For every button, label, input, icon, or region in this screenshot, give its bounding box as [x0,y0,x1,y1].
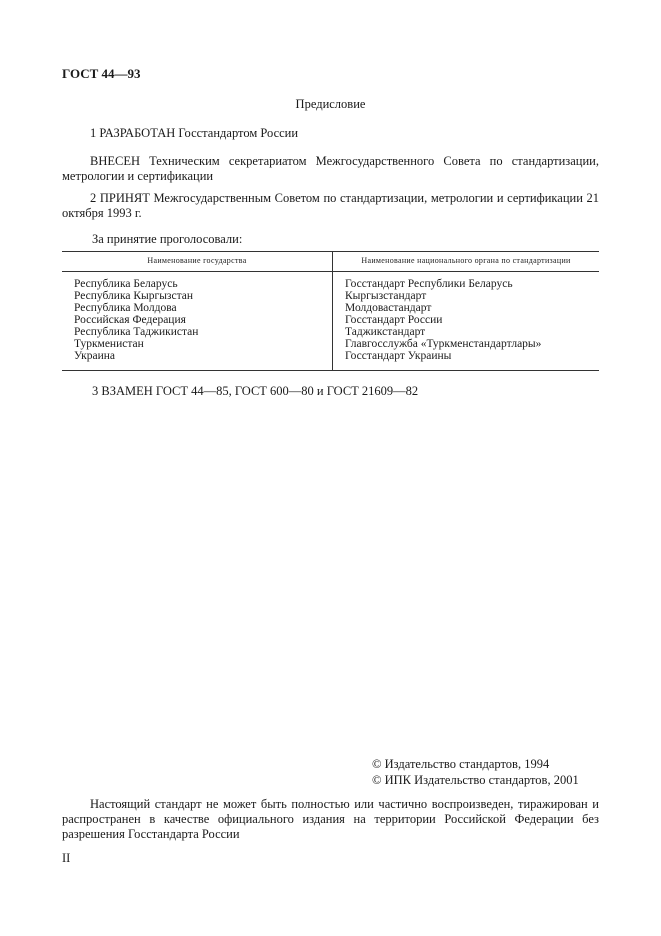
organ-cell: Госстандарт России [345,314,443,326]
organ-cell: Кыргызстандарт [345,290,427,302]
state-cell: Украина [74,350,115,362]
state-cell: Республика Беларусь [74,278,178,290]
organ-cell: Таджикстандарт [345,326,426,338]
organ-cell: Молдовастандарт [345,302,432,314]
column-header-state: Наименование государства [62,252,333,272]
table-row [62,272,599,371]
organ-cell: Госстандарт Республики Беларусь [345,278,513,290]
copyright-2001: © ИПК Издательство стандартов, 2001 [372,773,579,787]
page-number: II [62,851,71,865]
paragraph-introduced-text: ВНЕСЕН Техническим секретариатом Межгосударственного Совета по стандартизации, метрологии и сертификации [62,154,599,183]
paragraph-introduced [62,154,599,184]
paragraph-replaces: 3 ВЗАМЕН ГОСТ 44—85, ГОСТ 600—80 и ГОСТ 21609—82 [92,384,419,398]
paragraph-developed: 1 РАЗРАБОТАН Госстандартом России [90,126,299,140]
reproduction-notice-text: Настоящий стандарт не может быть полностью или частично воспроизведен, тиражирован и распространен в качестве официального издания на территории Российской Федерации без разрешения Госстандарта России [62,797,599,841]
paragraph-adopted [62,191,599,221]
state-cell: Республика Кыргызстан [74,290,194,302]
state-cell: Республика Таджикистан [74,326,199,338]
state-cell: Республика Молдова [74,302,177,314]
copyright-1994: © Издательство стандартов, 1994 [372,757,550,771]
member-states-table [62,251,599,371]
state-cell: Российская Федерация [74,314,186,326]
document-code: ГОСТ 44—93 [62,66,141,81]
table-header-row [62,252,599,272]
state-column [62,272,333,371]
page-title: Предисловие [295,97,366,111]
organ-cell: Главгосслужба «Туркменстандартлары» [345,338,542,350]
organ-column [333,272,600,371]
paragraph-voted: За принятие проголосовали: [92,232,243,246]
column-header-organ: Наименование национального органа по стандартизации [333,252,600,272]
organ-cell: Госстандарт Украины [345,350,452,362]
state-cell: Туркменистан [74,338,144,350]
reproduction-notice [62,797,599,842]
paragraph-adopted-text: 2 ПРИНЯТ Межгосударственным Советом по стандартизации, метрологии и сертификации 21 октября 1993 г. [62,191,599,220]
